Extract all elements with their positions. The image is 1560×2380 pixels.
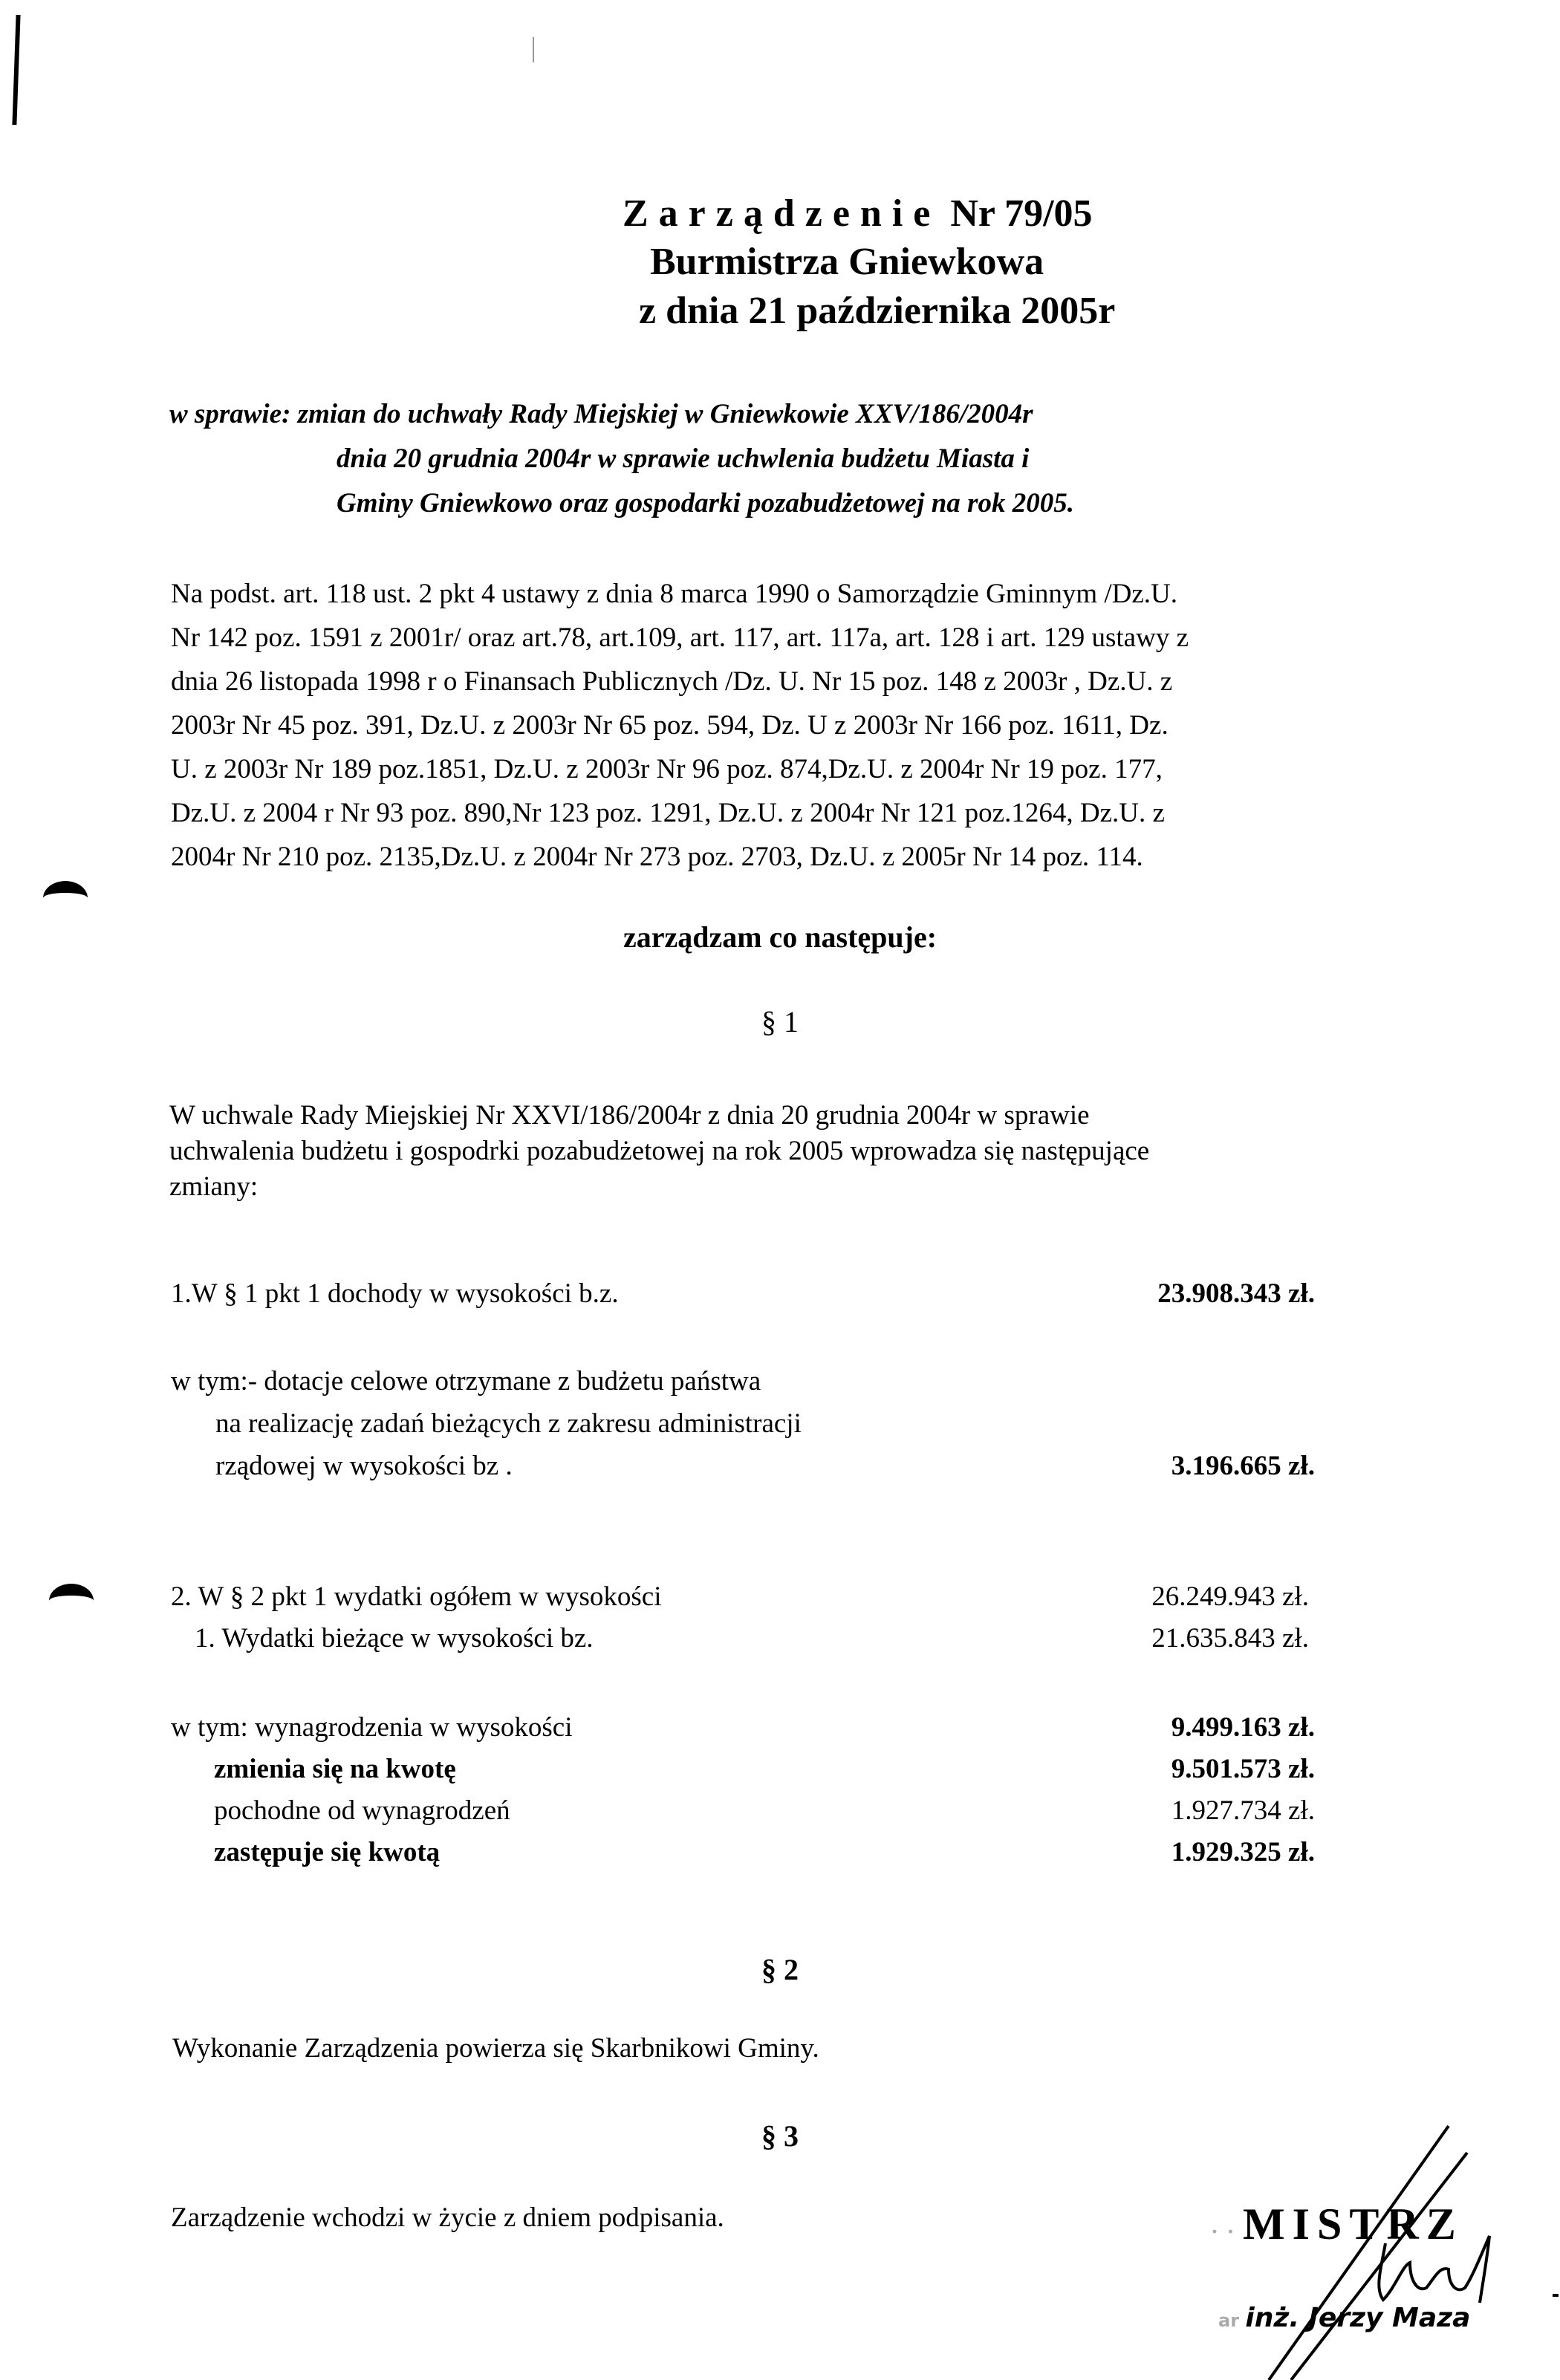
income-detail-amount: 3.196.665 zł.: [1171, 1451, 1315, 1481]
scan-speck: [533, 37, 534, 62]
salaries-changed-amount: 9.501.573 zł.: [1171, 1754, 1315, 1784]
document-title: [623, 192, 1093, 235]
expenses-current-label: 1. Wydatki bieżące w wysokości bz.: [195, 1623, 594, 1654]
expenses-total-amount: 26.249.943 zł.: [1151, 1581, 1309, 1612]
punch-hole-mark: [49, 1584, 94, 1618]
signature-stroke: [1269, 2126, 1449, 2380]
income-label: 1.W § 1 pkt 1 dochody w wysokości b.z.: [171, 1278, 619, 1309]
margin-line-mark: [12, 15, 20, 125]
income-detail-line: rządowej w wysokości bz .: [215, 1451, 513, 1481]
salaries-amount: 9.499.163 zł.: [1171, 1712, 1315, 1743]
issue-date: z dnia 21 października 2005r: [639, 290, 1116, 332]
legal-basis-line: Dz.U. z 2004 r Nr 93 poz. 890,Nr 123 poz. 1291, Dz.U. z 2004r Nr 121 poz.1264, Dz.U. z: [171, 798, 1165, 828]
subject-line: dnia 20 grudnia 2004r w sprawie uchwlenia budżetu Miasta i: [337, 443, 1030, 474]
expenses-total-label: 2. W § 2 pkt 1 wydatki ogółem w wysokości: [171, 1581, 662, 1612]
handwritten-signature: [1203, 2117, 1560, 2380]
salaries-label: w tym: wynagrodzenia w wysokości: [171, 1712, 573, 1743]
section-1-intro: [169, 1098, 1149, 1205]
section-1-mark: § 1: [761, 1005, 799, 1038]
legal-basis-line: dnia 26 listopada 1998 r o Finansach Publicznych /Dz. U. Nr 15 poz. 148 z 2003r , Dz.U. z: [171, 666, 1173, 697]
legal-basis-line: 2003r Nr 45 poz. 391, Dz.U. z 2003r Nr 65 poz. 594, Dz. U z 2003r Nr 166 poz. 1611, Dz.: [171, 710, 1169, 741]
stamp-name-text: inż. Jerzy Maza: [1245, 2303, 1471, 2333]
income-detail-line: w tym:- dotacje celowe otrzymane z budżetu państwa: [171, 1366, 761, 1397]
punch-hole-mark: [43, 881, 88, 915]
stamp-title-text: MISTRZ: [1243, 2199, 1463, 2249]
expenses-current-amount: 21.635.843 zł.: [1151, 1623, 1309, 1654]
title-number: Nr 79/05: [950, 192, 1093, 235]
legal-basis-line: Na podst. art. 118 ust. 2 pkt 4 ustawy z dnia 8 marca 1990 o Samorządzie Gminnym /Dz.U.: [171, 579, 1178, 609]
subject-line: Gminy Gniewkowo oraz gospodarki pozabudżetowej na rok 2005.: [337, 488, 1074, 518]
legal-basis-line: Nr 142 poz. 1591 z 2001r/ oraz art.78, art.109, art. 117, art. 117a, art. 128 i art. 129 ustawy z: [171, 622, 1189, 653]
decree-heading: zarządzam co następuje:: [623, 920, 937, 954]
derived-replaced-amount: 1.929.325 zł.: [1171, 1837, 1315, 1867]
issuer: Burmistrza Gniewkowa: [650, 241, 1044, 283]
stamp-faint-text: ar: [1218, 2310, 1246, 2331]
signature-stroke: [1291, 2153, 1467, 2380]
legal-basis-line: 2004r Nr 210 poz. 2135,Dz.U. z 2004r Nr 273 poz. 2703, Dz.U. z 2005r Nr 14 poz. 114.: [171, 842, 1143, 872]
income-amount: 23.908.343 zł.: [1157, 1278, 1315, 1309]
section-1-intro-line: zmiany:: [169, 1171, 259, 1202]
legal-basis: [171, 572, 1545, 879]
section-2-text: Wykonanie Zarządzenia powierza się Skarbnikowi Gminy.: [172, 2033, 819, 2064]
section-2-mark: § 2: [761, 1953, 799, 1986]
derived-replaced-label: zastępuje się kwotą: [214, 1837, 441, 1867]
section-3-text: Zarządzenie wchodzi w życie z dniem podpisania.: [171, 2202, 724, 2233]
section-3-mark: § 3: [761, 2119, 799, 2153]
derived-amount: 1.927.734 zł.: [1171, 1795, 1315, 1826]
income-detail-line: na realizację zadań bieżących z zakresu administracji: [215, 1408, 802, 1439]
section-1-intro-line: W uchwale Rady Miejskiej Nr XXVI/186/2004r z dnia 20 grudnia 2004r w sprawie: [169, 1100, 1090, 1131]
subject-line: w sprawie: zmian do uchwały Rady Miejskiej w Gniewkowie XXV/186/2004r: [169, 399, 1033, 429]
salaries-changed-label: zmienia się na kwotę: [214, 1754, 456, 1784]
derived-label: pochodne od wynagrodzeń: [214, 1795, 510, 1826]
stamp-faint-text: · ·: [1211, 2220, 1244, 2244]
section-1-intro-line: uchwalenia budżetu i gospodrki pozabudżetowej na rok 2005 wprowadza się następujące: [169, 1136, 1150, 1166]
title-word: Zarządzenie: [623, 192, 941, 235]
legal-basis-line: U. z 2003r Nr 189 poz.1851, Dz.U. z 2003r Nr 96 poz. 874,Dz.U. z 2004r Nr 19 poz. 177,: [171, 754, 1163, 784]
